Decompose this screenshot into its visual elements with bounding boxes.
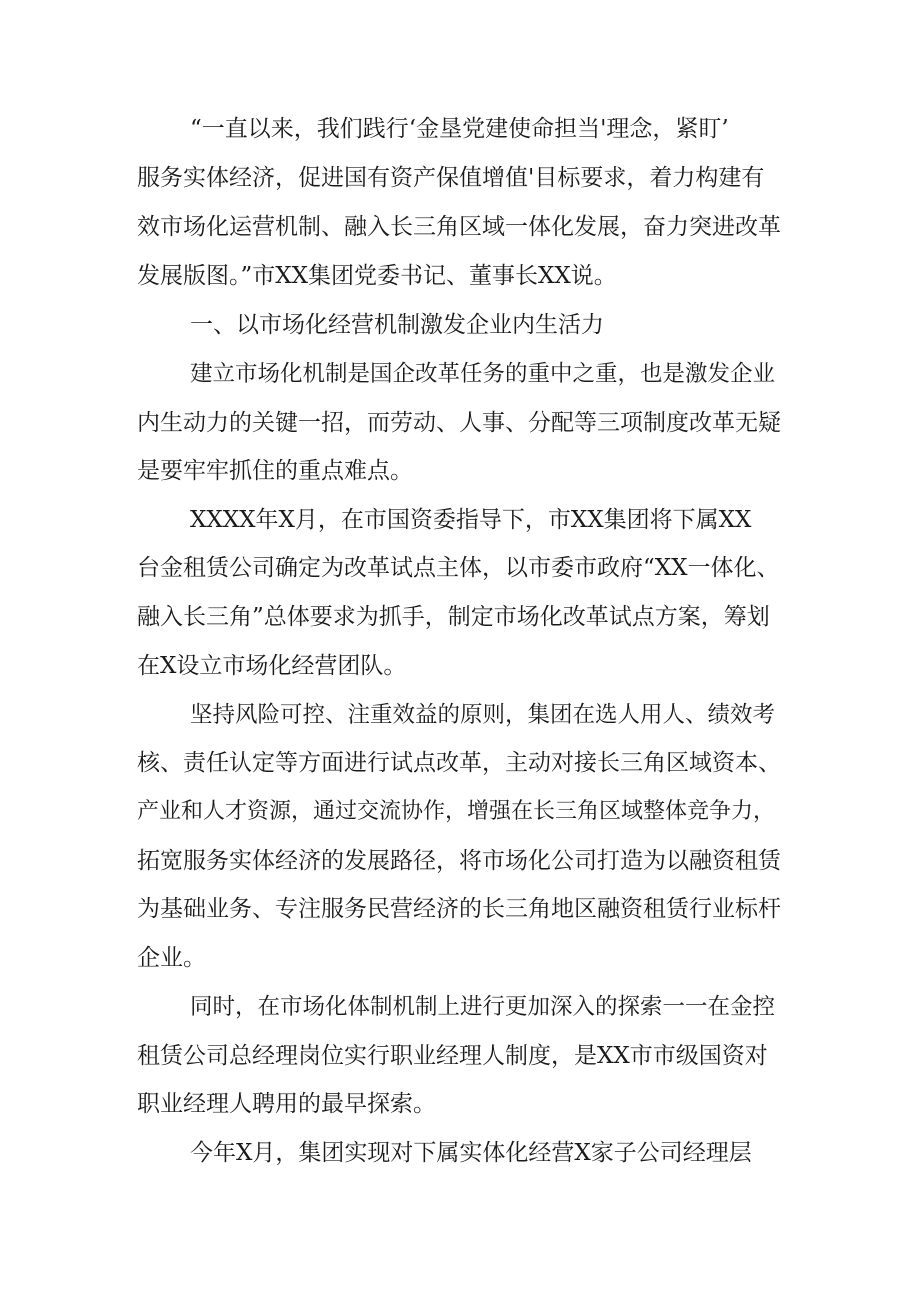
paragraph-7-line-1: 今年X月，集团实现对下属实体化经营X家子公司经理层 <box>190 1140 752 1166</box>
paragraph-6-line-1: 同时，在市场化体制机制上进行更加深入的探索一一在金控 <box>190 994 776 1020</box>
paragraph-5-line-4: 拓宽服务实体经济的发展路径，将市场化公司打造为以融资租赁 <box>137 848 781 874</box>
paragraph-1-line-1: “一直以来，我们践行‘金垦党建使命担当'理念，紧盯’ <box>190 116 729 142</box>
paragraph-4-line-3: 融入长三角”总体要求为抓手，制定市场化改革试点方案，筹划 <box>137 604 770 630</box>
section-heading: 一、以市场化经营机制激发企业内生活力 <box>190 312 604 338</box>
paragraph-4-line-4: 在X设立市场化经营团队。 <box>137 653 407 679</box>
paragraph-6-line-2: 租赁公司总经理岗位实行职业经理人制度，是XX市市级国资对 <box>137 1043 768 1069</box>
paragraph-3-line-2: 内生动力的关键一招，而劳动、人事、分配等三项制度改革无疑 <box>137 410 781 436</box>
paragraph-5-line-6: 企业。 <box>137 945 206 971</box>
paragraph-3-line-1: 建立市场化机制是国企改革任务的重中之重，也是激发企业 <box>190 361 776 387</box>
paragraph-1-line-2: 服务实体经济，促进国有资产保值增值'目标要求，着力构建有 <box>137 165 765 191</box>
paragraph-5-line-5: 为基础业务、专注服务民营经济的长三角地区融资租赁行业标杆 <box>137 896 781 922</box>
paragraph-5-line-3: 产业和人才资源，通过交流协作，增强在长三角区域整体竞争力， <box>137 799 776 824</box>
paragraph-1-line-4: 发展版图。”市XX集团党委书记、董事长XX说。 <box>137 263 617 289</box>
paragraph-5-line-2: 核、责任认定等方面进行试点改革，主动对接长三角区域资本、 <box>137 750 781 776</box>
paragraph-4-line-1: XXXX年X月，在市国资委指导下，市XX集团将下属XX <box>190 507 752 533</box>
paragraph-4-line-2: 台金租赁公司确定为改革试点主体，以市委市政府“XX一体化、 <box>137 555 780 581</box>
paragraph-5-line-1: 坚持风险可控、注重效益的原则，集团在选人用人、绩效考 <box>190 702 776 728</box>
paragraph-6-line-3: 职业经理人聘用的最早探索。 <box>137 1091 436 1117</box>
paragraph-1-line-3: 效市场化运营机制、融入长三角区域一体化发展，奋力突进改革 <box>137 214 781 240</box>
paragraph-3-line-3: 是要牢牢抓住的重点难点。 <box>137 458 413 484</box>
